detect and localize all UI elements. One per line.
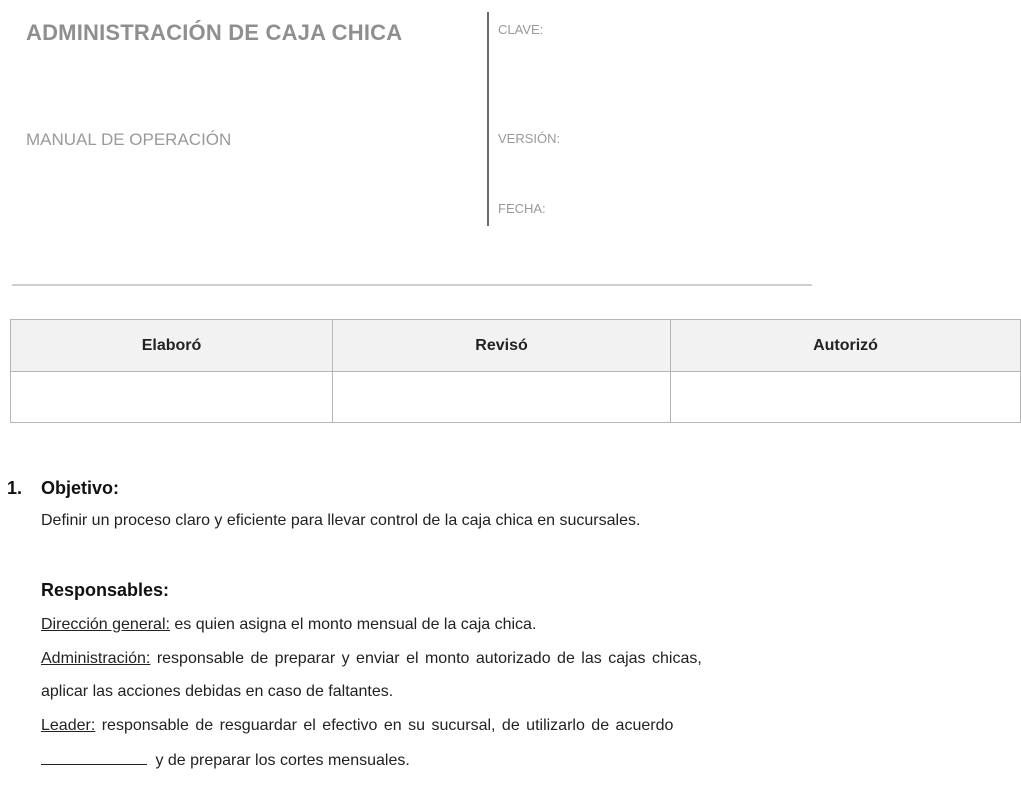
header-rule	[12, 284, 812, 286]
header-autorizo: Autorizó	[671, 320, 1021, 372]
responsable-text: es quien asigna el monto mensual de la caja chica.	[169, 616, 537, 633]
responsable-item	[41, 650, 702, 668]
responsable-term: Administración:	[41, 650, 151, 667]
objetivo-text: Definir un proceso claro y eficiente para llevar control de la caja chica en sucursales.	[41, 512, 641, 529]
signature-cell-autorizo	[671, 372, 1021, 423]
responsable-term: Dirección general:	[41, 616, 170, 633]
fecha-label: FECHA:	[498, 201, 546, 216]
section-title: Objetivo:	[41, 478, 120, 498]
document-subtitle: MANUAL DE OPERACIÓN	[26, 130, 232, 149]
header-elaboro: Elaboró	[11, 320, 333, 372]
responsable-continuation: aplicar las acciones debidas en caso de faltantes.	[41, 683, 394, 700]
responsables-heading: Responsables:	[41, 580, 170, 600]
responsable-text: responsable de resguardar el efectivo en su sucursal, de utilizarlo de acuerdo	[95, 717, 674, 734]
header-reviso: Revisó	[333, 320, 671, 372]
clave-label: CLAVE:	[498, 22, 544, 37]
header-divider	[487, 12, 489, 226]
document-title: ADMINISTRACIÓN DE CAJA CHICA	[26, 20, 403, 45]
responsable-term: Leader:	[41, 717, 96, 734]
responsable-item	[41, 717, 673, 735]
signature-row	[11, 372, 1021, 423]
version-label: VERSIÓN:	[498, 131, 561, 146]
continuation-text: y de preparar los cortes mensuales.	[151, 752, 410, 769]
signature-table	[10, 319, 1021, 423]
signature-header-row	[11, 320, 1021, 372]
section-number: 1.	[7, 478, 23, 498]
responsable-text: responsable de preparar y enviar el monto autorizado de las cajas chicas,	[150, 650, 702, 667]
responsable-item	[41, 616, 536, 634]
section-objetivo-heading	[7, 478, 119, 499]
responsable-continuation	[41, 750, 410, 770]
signature-cell-reviso	[333, 372, 671, 423]
signature-cell-elaboro	[11, 372, 333, 423]
blank-line	[41, 750, 147, 765]
